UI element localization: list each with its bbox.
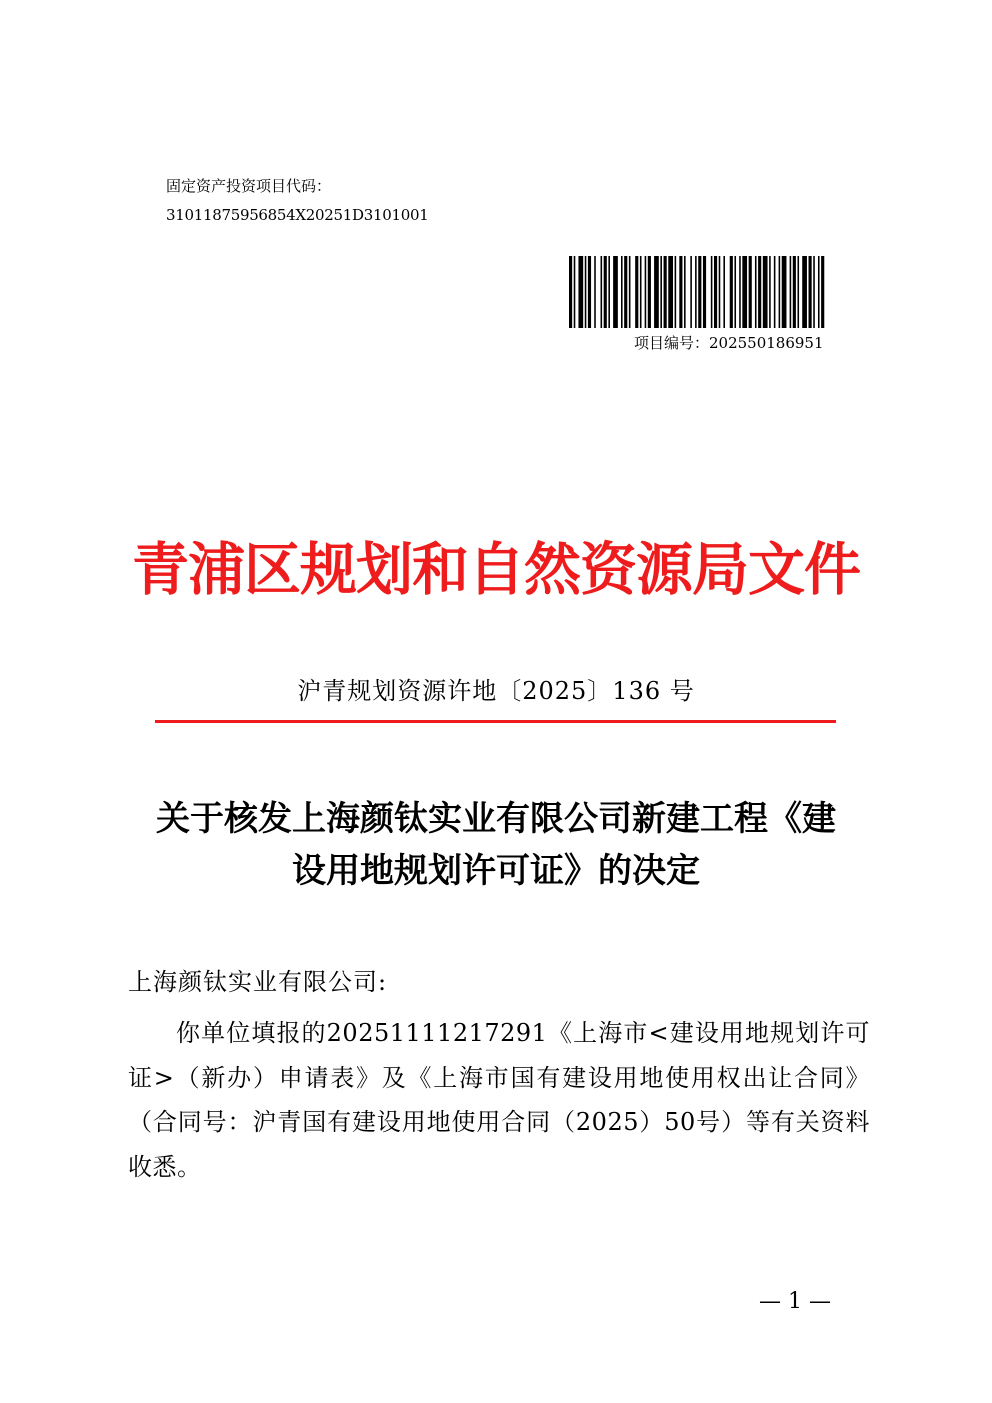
document-title-line-1: 关于核发上海颜钛实业有限公司新建工程《建 (156, 799, 836, 839)
barcode-icon (569, 256, 829, 328)
document-title-line-2: 设用地规划许可证》的决定 (292, 851, 700, 891)
document-number: 沪青规划资源许地〔2025〕136 号 (297, 677, 695, 705)
fixed-asset-code-value: 31011875956854X20251D3101001 (166, 206, 429, 224)
issuer-header: 青浦区规划和自然资源局文件 (132, 537, 860, 603)
project-number: 项目编号：202550186951 (634, 334, 824, 352)
document-title (110, 793, 882, 897)
red-divider-line (155, 720, 836, 723)
fixed-asset-code-label: 固定资产投资项目代码： (166, 177, 332, 195)
page-number: — 1 — (759, 1289, 831, 1314)
body-paragraph: 你单位填报的20251111217291《上海市<建设用地规划许可证>（新办）申请表》及《上海市国有建设用地使用权出让合同》（合同号：沪青国有建设用地使用合同（2025）50号）等有关资料收悉。 (128, 1019, 870, 1181)
addressee: 上海颜钛实业有限公司: (128, 968, 388, 996)
